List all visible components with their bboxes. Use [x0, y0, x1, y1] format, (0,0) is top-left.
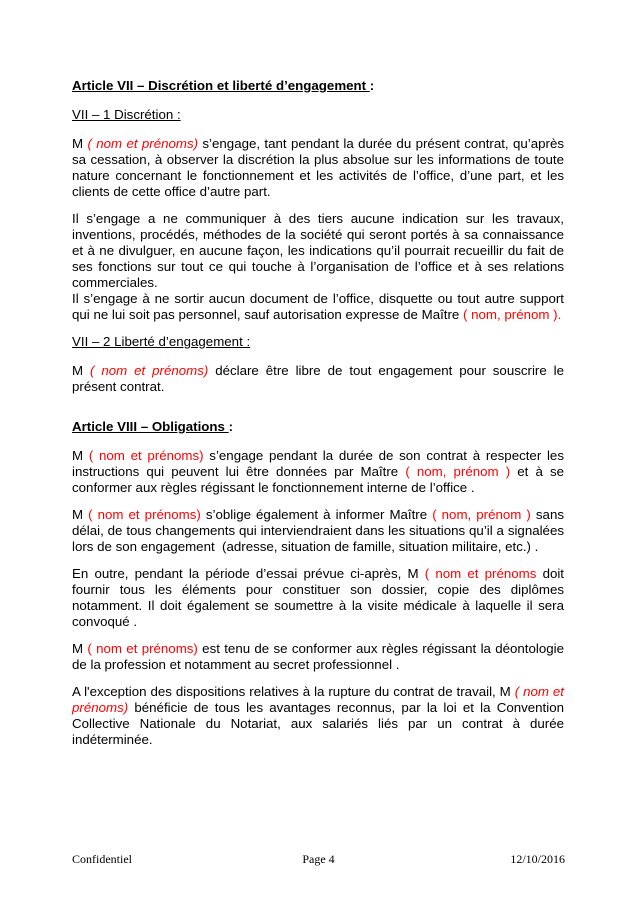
- body-text: Il s’engage à ne sortir aucun document de l’office, disquette ou tout autre support qui ne lui soit pas personnel, sauf autorisation expresse de Maître: [72, 291, 564, 322]
- article-viii-heading: Article VIII – Obligations :: [72, 419, 234, 434]
- body-text: Il s’engage a ne communiquer à des tiers aucune indication sur les travaux, inventions, procédés, méthodes de la société qui seront portés à sa connaissance et à ne divulguer, en aucune façon, les indications qu’il pourrait recueillir du fait de ses fonctions sur tout ce qui touche à l’organisation de l’office et à ses relations commerciales.: [72, 211, 564, 290]
- paragraph: [72, 448, 564, 496]
- heading-underlined-text: VII – 1 Discrétion :: [72, 107, 181, 122]
- paragraph: [72, 363, 564, 395]
- body-text: A l'exception des dispositions relatives à la rupture du contrat de travail, M: [72, 684, 515, 699]
- placeholder-text: ( nom et prénoms): [88, 507, 201, 522]
- placeholder-text: ( nom et prénoms): [87, 641, 198, 656]
- paragraph: [72, 136, 564, 200]
- body-text: bénéficie de tous les avantages reconnus, par la loi et la Convention Collective Nationale du Notariat, aux salariés liés par un contrat à durée indéterminée.: [72, 700, 564, 747]
- body-text: s’engage pendant la durée de son contrat à respecter les instructions qui peuvent lui être données par Maître: [72, 448, 564, 479]
- body-text: s’oblige également à informer Maître: [200, 507, 433, 522]
- document-body: [72, 78, 564, 759]
- placeholder-text: ( nom, prénom ): [432, 507, 531, 522]
- section-vii-1-heading: [72, 107, 564, 123]
- page-footer: [72, 852, 565, 866]
- body-text: déclare être libre de tout engagement pour souscrire le présent contrat.: [72, 363, 564, 394]
- placeholder-text: ( nom et prénoms): [87, 136, 199, 151]
- body-text: M: [72, 363, 90, 378]
- footer-page-number: Page 4: [302, 852, 335, 866]
- heading-underlined-text: Article VIII – Obligations: [72, 419, 229, 434]
- heading-underlined-text: Article VII – Discrétion et liberté d’engagement: [72, 78, 370, 93]
- body-text: En outre, pendant la période d’essai prévue ci-après, M: [72, 566, 425, 581]
- body-text: M: [72, 448, 89, 463]
- placeholder-text: ( nom et prénoms): [90, 363, 209, 378]
- body-text: sans délai, de tous changements qui interviendraient dans les situations qu’il a signalées lors de son engagement (adresse, situation de famille, situation militaire, etc.) .: [72, 507, 564, 554]
- heading-underlined-text: VII – 2 Liberté d’engagement :: [72, 334, 251, 349]
- placeholder-text: ( nom, prénom ).: [463, 307, 562, 322]
- body-text: est tenu de se conformer aux règles régissant la déontologie de la profession et notamment au secret professionnel .: [72, 641, 564, 672]
- placeholder-text: ( nom et prénoms): [72, 684, 564, 715]
- body-text: M: [72, 641, 88, 656]
- body-text: doit fournir tous les éléments pour constituer son dossier, copie des diplômes notamment. Il doit également se soumettre à la visite médicale à laquelle il sera convoqué .: [72, 566, 565, 629]
- paragraph: [72, 684, 564, 748]
- paragraph: [72, 641, 564, 673]
- placeholder-text: ( nom et prénoms): [88, 448, 204, 463]
- body-text: et à se conformer aux règles régissant le fonctionnement interne de l’office .: [72, 464, 564, 495]
- footer-date: 12/10/2016: [510, 852, 565, 866]
- body-text: s’engage, tant pendant la durée du présent contrat, qu’après sa cessation, à observer la discrétion la plus absolue sur les informations de toute nature concernant le fonctionnement et les activités de l’office, d’une part, et les clients de cette office d’autre part.: [72, 136, 564, 199]
- section-vii-2-heading: [72, 334, 564, 350]
- placeholder-text: ( nom et prénoms: [424, 566, 537, 581]
- paragraph: [72, 566, 564, 630]
- footer-confidential-label: Confidentiel: [72, 852, 132, 866]
- article-vii-heading: Article VII – Discrétion et liberté d’engagement :: [72, 78, 375, 93]
- paragraph: [72, 507, 564, 555]
- placeholder-text: ( nom, prénom ): [405, 464, 511, 479]
- paragraph: [72, 211, 564, 323]
- body-text: M: [72, 136, 88, 151]
- body-text: M: [72, 507, 89, 522]
